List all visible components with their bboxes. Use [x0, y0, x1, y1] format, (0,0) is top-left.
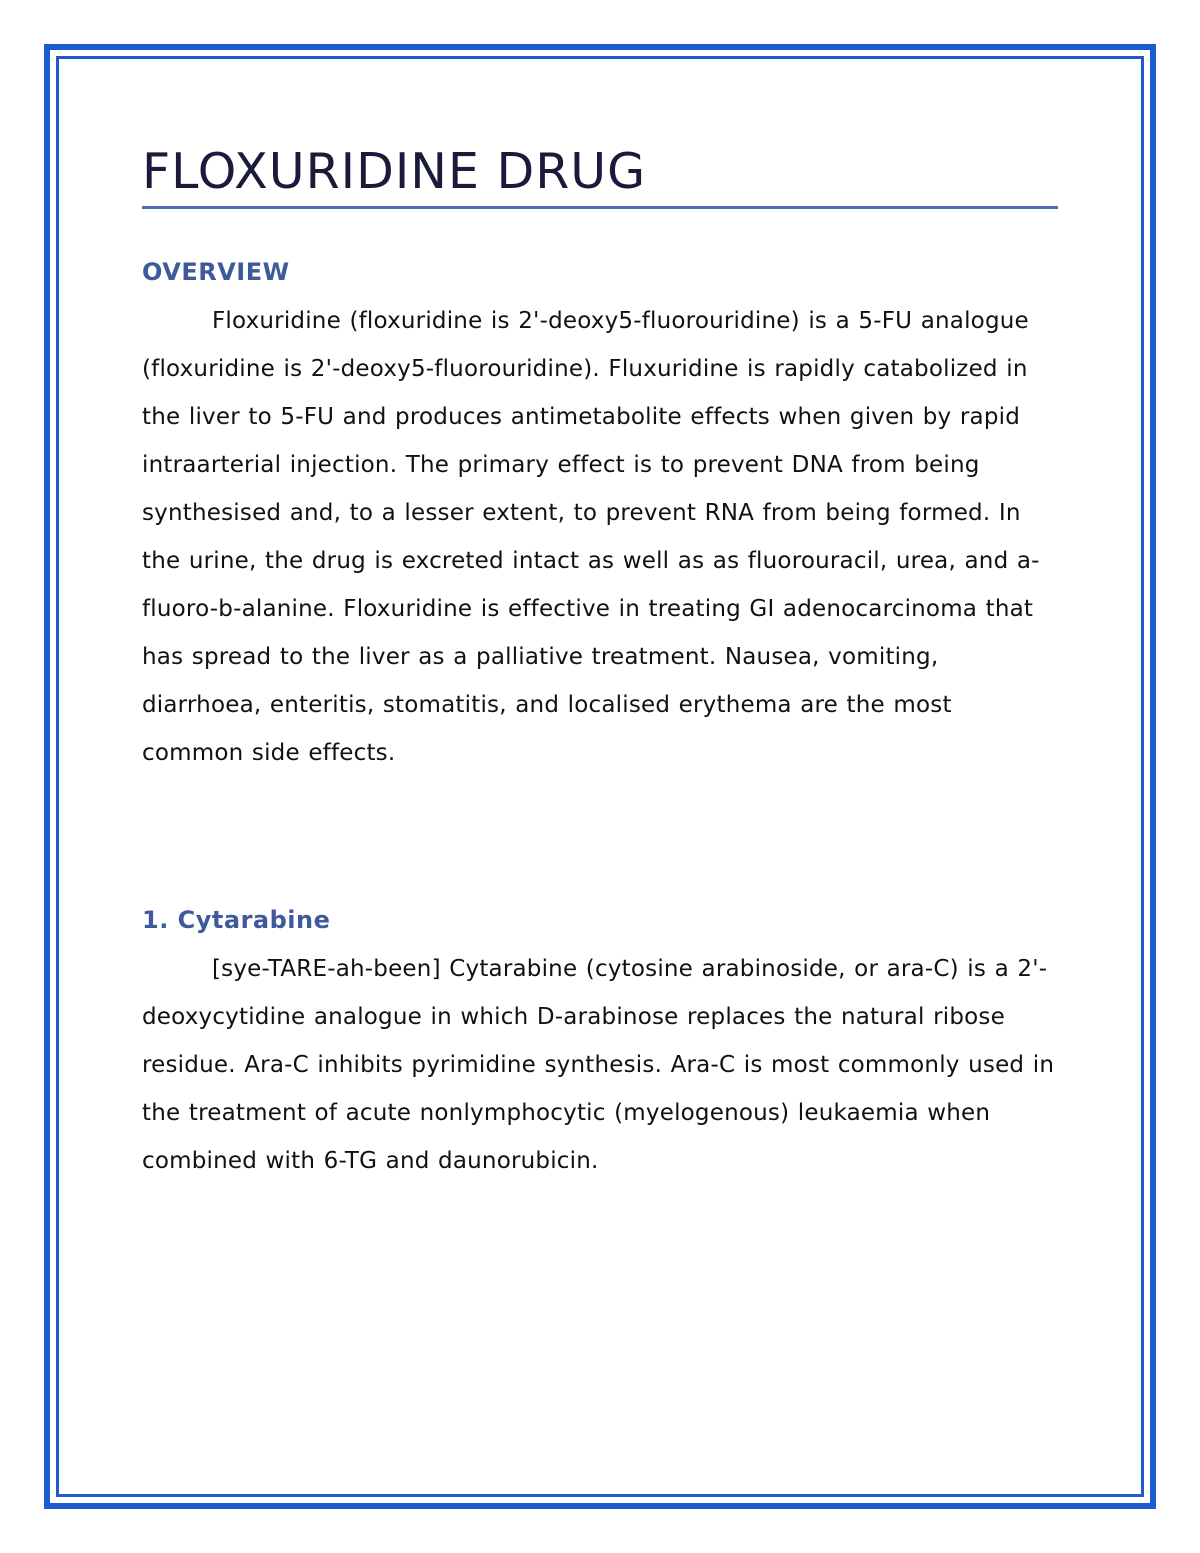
- document-title: FLOXURIDINE DRUG: [142, 143, 647, 200]
- section-heading-overview: OVERVIEW: [142, 258, 290, 286]
- section-body-overview: Floxuridine (floxuridine is 2'-deoxy5-fluorouridine) is a 5-FU analogue (floxuridine is 2'-deoxy5-fluorouridine). Fluxuridine is rapidly catabolized in the liver to 5-FU and produces antimetabolite effects when given by rapid intraarterial injection. The primary effect is to prevent DNA from being synthesised and, to a lesser extent, to prevent RNA from being formed. In the urine, the drug is excreted intact as well as as fluorouracil, urea, and a-fluoro-b-alanine. Floxuridine is effective in treating GI adenocarcinoma that has spread to the liver as a palliative treatment. Nausea, vomiting, diarrhoea, enteritis, stomatitis, and localised erythema are the most common side effects.: [142, 308, 1040, 766]
- section-heading-cytarabine: 1. Cytarabine: [142, 906, 331, 934]
- document-content: [142, 142, 1058, 1185]
- section-body-cytarabine: [sye-TARE-ah-been] Cytarabine (cytosine arabinoside, or ara-C) is a 2'-deoxycytidine analogue in which D-arabinose replaces the natural ribose residue. Ara-C inhibits pyrimidine synthesis. Ara-C is most commonly used in the treatment of acute nonlymphocytic (myelogenous) leukaemia when combined with 6-TG and daunorubicin.: [142, 956, 1055, 1174]
- title-underline: [142, 206, 1058, 209]
